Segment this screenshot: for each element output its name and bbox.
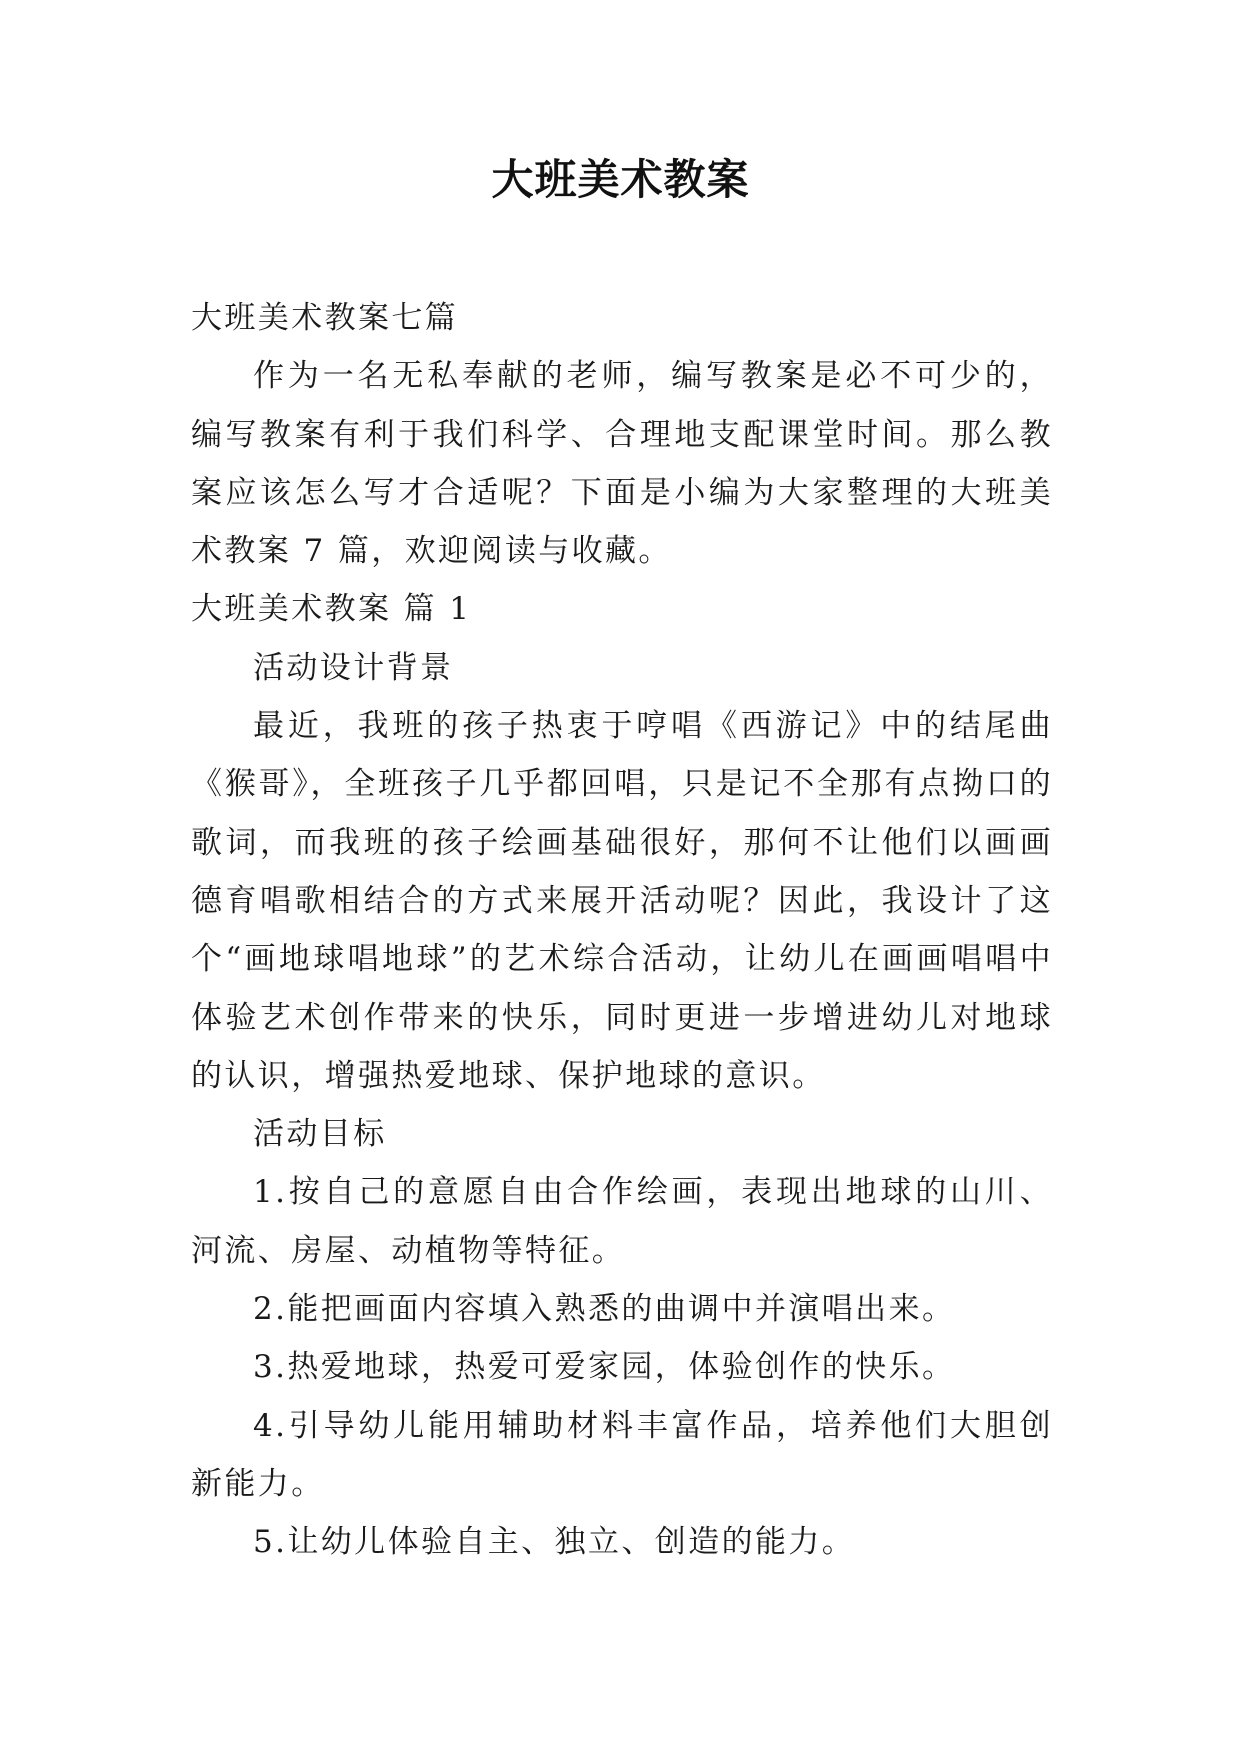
subheading-goals: 活动目标	[253, 1116, 387, 1153]
goal-item: 2.能把画面内容填入熟悉的曲调中并演唱出来。	[253, 1291, 956, 1328]
subtitle-line: 大班美术教案七篇	[191, 300, 459, 336]
goal-item: 5.让幼儿体验自主、独立、创造的能力。	[253, 1524, 856, 1561]
document-body	[191, 289, 1053, 1572]
goal-item: 1.按自己的意愿自由合作绘画，表现出地球的山川、河流、房屋、动植物等特征。	[191, 1174, 1053, 1269]
document-title: 大班美术教案	[491, 155, 750, 204]
subheading-background: 活动设计背景	[253, 649, 454, 686]
section-heading: 大班美术教案 篇 1	[191, 591, 472, 628]
intro-paragraph: 作为一名无私奉献的老师，编写教案是必不可少的，编写教案有利于我们科学、合理地支配课堂时间。那么教案应该怎么写才合适呢？下面是小编为大家整理的大班美术教案 7 篇，欢迎阅读与收藏。	[191, 358, 1053, 570]
goal-item: 3.热爱地球，热爱可爱家园，体验创作的快乐。	[253, 1349, 956, 1386]
background-paragraph: 最近，我班的孩子热衷于哼唱《西游记》中的结尾曲《猴哥》，全班孩子几乎都回唱，只是记不全那有点拗口的歌词，而我班的孩子绘画基础很好，那何不让他们以画画德育唱歌相结合的方式来展开活动呢？因此，我设计了这个“画地球唱地球”的艺术综合活动，让幼儿在画画唱唱中体验艺术创作带来的快乐，同时更进一步增进幼儿对地球的认识，增强热爱地球、保护地球的意识。	[191, 708, 1053, 1094]
goal-item: 4.引导幼儿能用辅助材料丰富作品，培养他们大胆创新能力。	[191, 1407, 1053, 1502]
